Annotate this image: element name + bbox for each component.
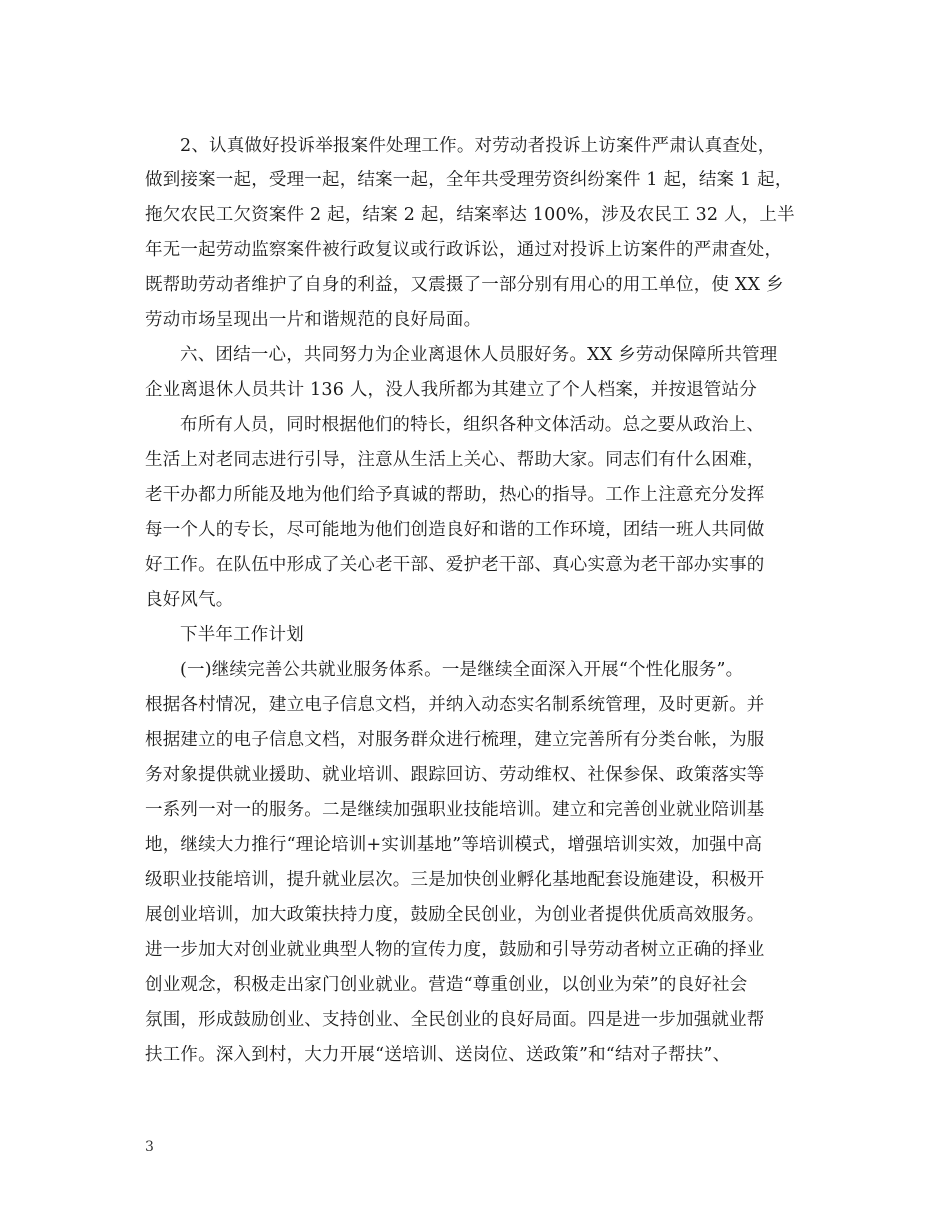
- section-heading: 下半年工作计划: [180, 625, 304, 645]
- text-line-5: 既帮助劳动者维护了自身的利益，又震摄了一部分别有用心的用工单位，使 XX 乡: [145, 275, 784, 295]
- text-line-25: 创业观念，积极走出家门创业就业。营造“尊重创业，以创业为荣”的良好社会: [145, 975, 748, 995]
- text-line-13: 好工作。在队伍中形成了关心老干部、爱护老干部、真心实意为老干部办实事的: [145, 555, 765, 575]
- text-line-23: 展创业培训，加大政策扶持力度，鼓励全民创业，为创业者提供优质高效服务。: [145, 905, 765, 925]
- text-line-21: 地，继续大力推行“理论培训+实训基地”等培训模式，增强培训实效，加强中高: [145, 835, 763, 855]
- text-line-27: 扶工作。深入到村，大力开展“送培训、送岗位、送政策”和“结对子帮扶”、: [145, 1045, 731, 1065]
- text-line-26: 氛围，形成鼓励创业、支持创业、全民创业的良好局面。四是进一步加强就业帮: [145, 1010, 765, 1030]
- text-line-2: 做到接案一起，受理一起，结案一起，全年共受理劳资纠纷案件 1 起，结案 1 起，: [145, 170, 793, 190]
- text-line-18: 根据建立的电子信息文档，对服务群众进行梳理，建立完善所有分类台帐，为服: [145, 730, 765, 750]
- text-line-6: 劳动市场呈现出一片和谐规范的良好局面。: [145, 310, 482, 330]
- text-line-11: 老干办都力所能及地为他们给予真诚的帮助，热心的指导。工作上注意充分发挥: [145, 485, 765, 505]
- page-number: 3: [145, 1139, 154, 1155]
- text-line-14: 良好风气。: [145, 590, 234, 610]
- text-line-12: 每一个人的专长，尽可能地为他们创造良好和谐的工作环境，团结一班人共同做: [145, 520, 765, 540]
- text-line-19: 务对象提供就业援助、就业培训、跟踪回访、劳动维权、社保参保、政策落实等: [145, 765, 765, 785]
- text-line-16: (一)继续完善公共就业服务体系。一是继续全面深入开展“个性化服务”。: [180, 660, 744, 680]
- text-line-20: 一系列一对一的服务。二是继续加强职业技能培训。建立和完善创业就业陪训基: [145, 800, 765, 820]
- text-line-24: 进一步加大对创业就业典型人物的宣传力度，鼓励和引导劳动者树立正确的择业: [145, 940, 765, 960]
- text-line-17: 根据各村情况，建立电子信息文档，并纳入动态实名制系统管理，及时更新。并: [145, 695, 765, 715]
- text-line-3: 拖欠农民工欠资案件 2 起，结案 2 起，结案率达 100%，涉及农民工 32 人，上半: [145, 205, 795, 225]
- text-line-22: 级职业技能培训，提升就业层次。三是加快创业孵化基地配套设施建设，积极开: [145, 870, 765, 890]
- text-line-7: 六、团结一心，共同努力为企业离退休人员服好务。XX 乡劳动保障所共管理: [180, 345, 778, 365]
- text-line-8: 企业离退休人员共计 136 人，没人我所都为其建立了个人档案，并按退管站分: [145, 380, 757, 400]
- text-line-9: 布所有人员，同时根据他们的特长，组织各种文体活动。总之要从政治上、: [180, 415, 765, 435]
- text-line-1: 2、认真做好投诉举报案件处理工作。对劳动者投诉上访案件严肃认真查处，: [180, 136, 776, 156]
- text-line-10: 生活上对老同志进行引导，注意从生活上关心、帮助大家。同志们有什么困难，: [145, 450, 765, 470]
- text-line-4: 年无一起劳动监察案件被行政复议或行政诉讼，通过对投诉上访案件的严肃查处，: [145, 240, 783, 260]
